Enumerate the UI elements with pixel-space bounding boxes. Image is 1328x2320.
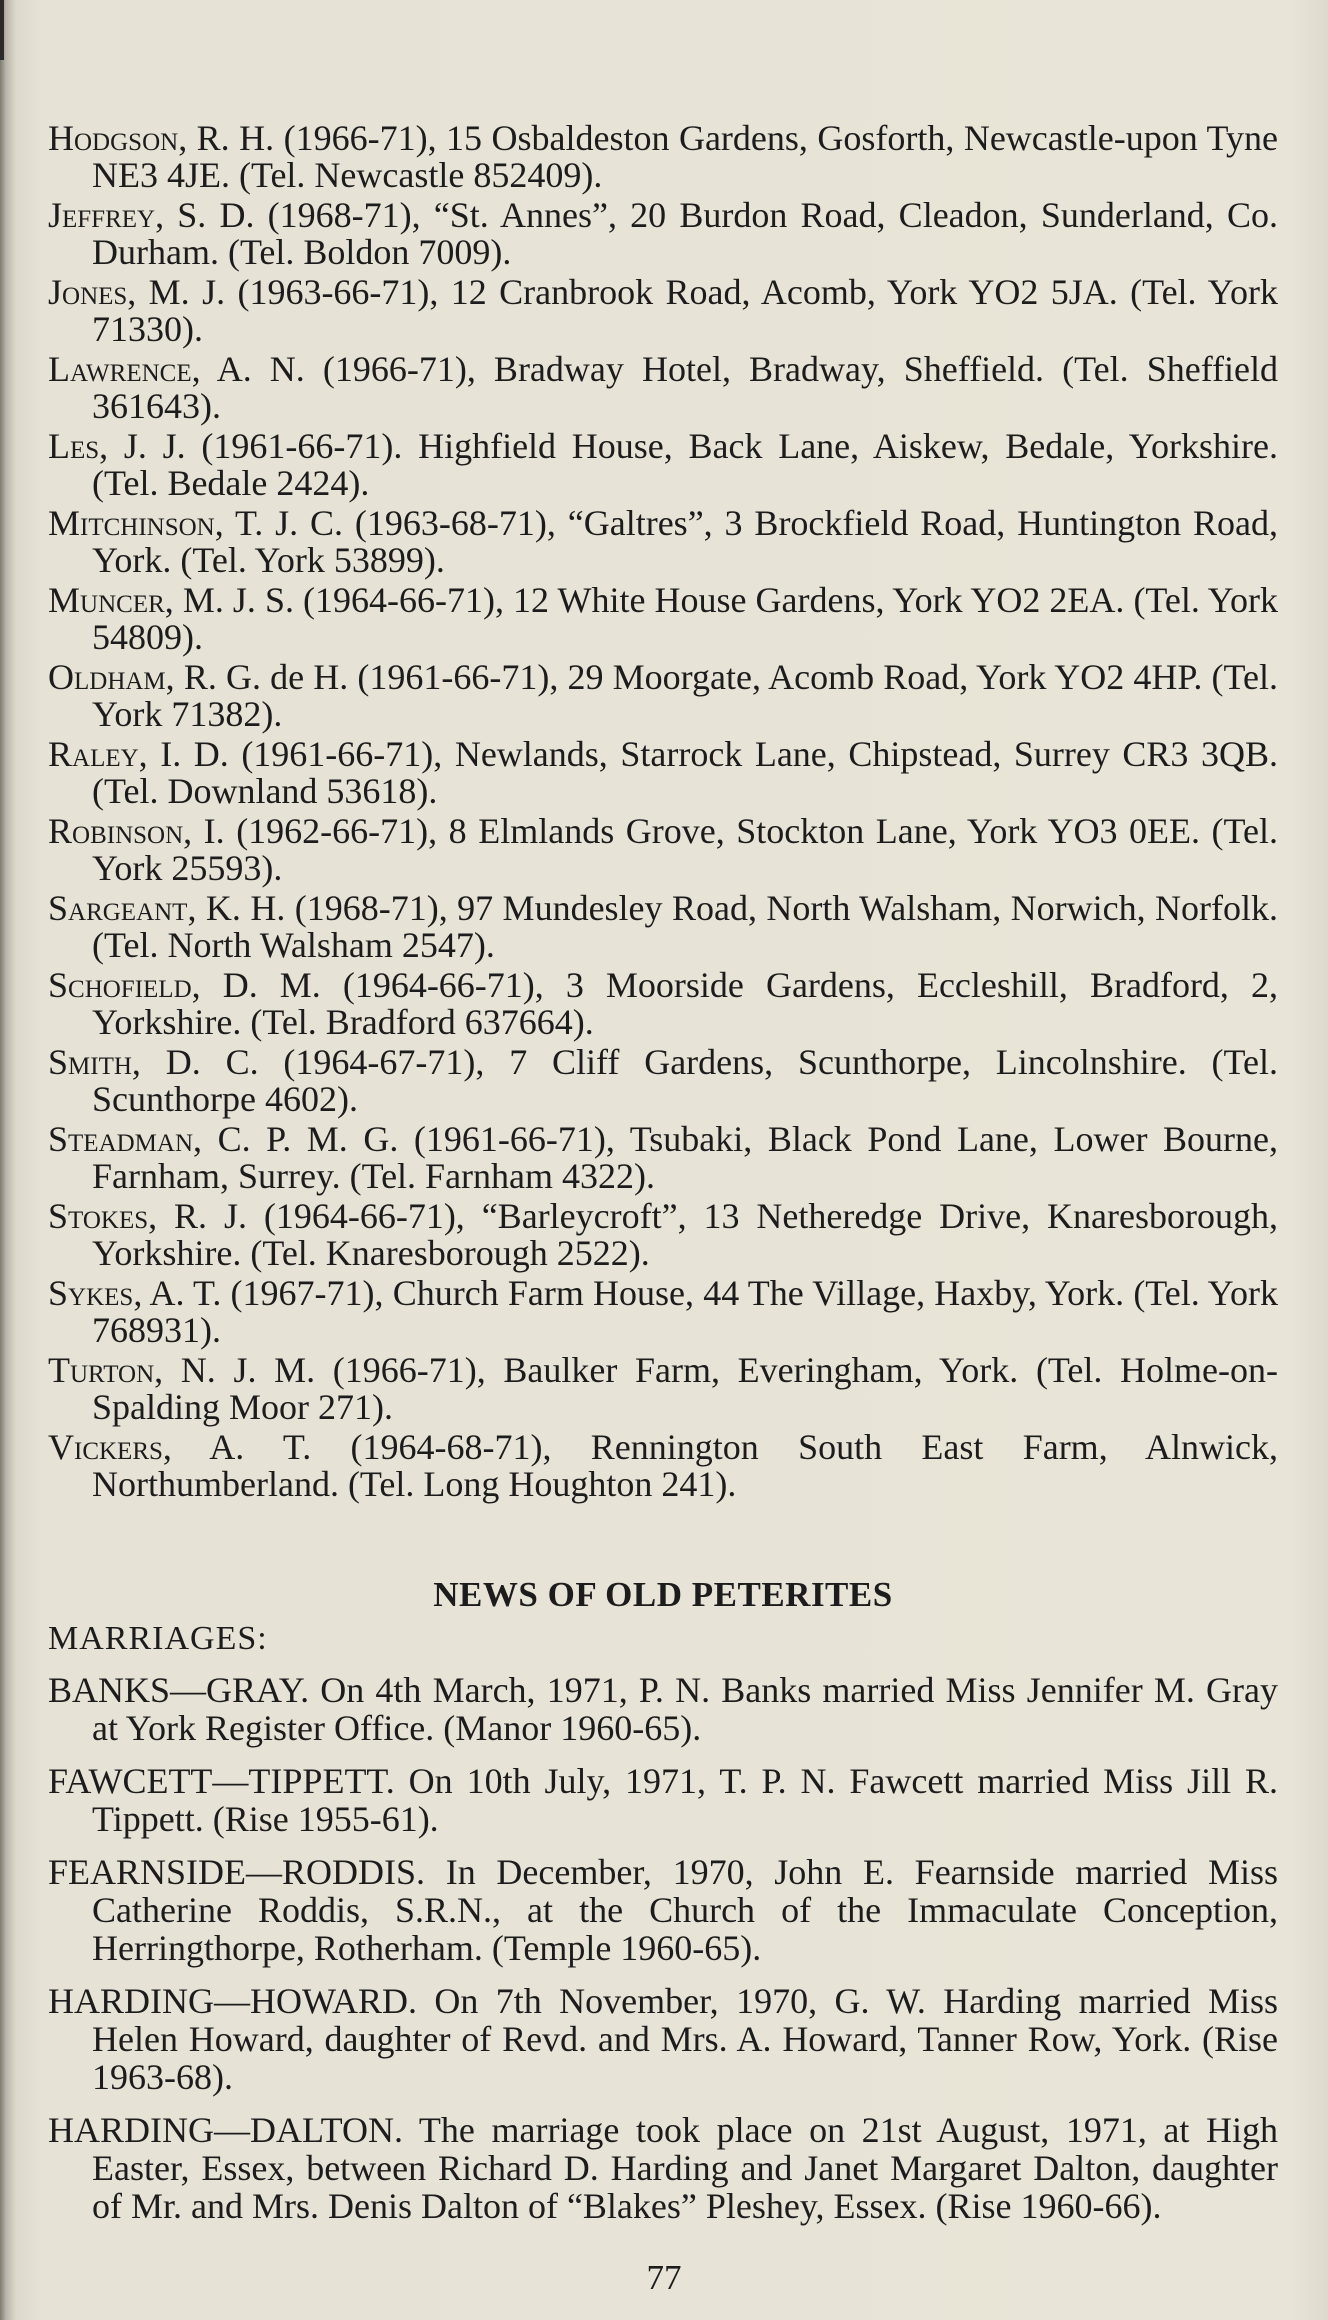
text-column bbox=[48, 120, 1278, 2240]
entry-surname: Schofield bbox=[48, 965, 192, 1005]
marriages-list bbox=[48, 1671, 1278, 2225]
directory-entry bbox=[48, 813, 1278, 887]
directory-entry bbox=[48, 582, 1278, 656]
entry-details: , R. J. (1964-66-71), “Barleycroft”, 13 Netheredge Drive, Knaresborough, Yorkshire. (Tel. Knaresborough 2522). bbox=[92, 1196, 1278, 1273]
entry-surname: Turton bbox=[48, 1350, 155, 1390]
directory-entry bbox=[48, 274, 1278, 348]
directory-entry bbox=[48, 505, 1278, 579]
directory-entry bbox=[48, 1429, 1278, 1503]
directory-entry bbox=[48, 967, 1278, 1041]
directory-entry bbox=[48, 351, 1278, 425]
directory-entry bbox=[48, 1121, 1278, 1195]
entry-details: , I. (1962-66-71), 8 Elmlands Grove, Stockton Lane, York YO3 0EE. (Tel. York 25593). bbox=[92, 811, 1278, 888]
directory-entry bbox=[48, 428, 1278, 502]
entry-details: , R. G. de H. (1961-66-71), 29 Moorgate, Acomb Road, York YO2 4HP. (Tel. York 71382). bbox=[92, 657, 1278, 734]
directory-entry bbox=[48, 736, 1278, 810]
entry-surname: Lawrence bbox=[48, 349, 192, 389]
directory-entry bbox=[48, 1198, 1278, 1272]
entry-surname: Raley bbox=[48, 734, 139, 774]
entry-surname: Hodgson bbox=[48, 118, 179, 158]
entry-surname: Les bbox=[48, 426, 100, 466]
entry-details: , D. C. (1964-67-71), 7 Cliff Gardens, Scunthorpe, Lincolnshire. (Tel. Scunthorpe 4602). bbox=[92, 1042, 1278, 1119]
directory-entry bbox=[48, 120, 1278, 194]
entry-surname: Mitchinson bbox=[48, 503, 215, 543]
entry-surname: Muncer bbox=[48, 580, 165, 620]
entry-details: , M. J. (1963-66-71), 12 Cranbrook Road, Acomb, York YO2 5JA. (Tel. York 71330). bbox=[92, 272, 1278, 349]
marriages-subheading: MARRIAGES: bbox=[48, 1620, 268, 1657]
entry-details: , A. T. (1964-68-71), Rennington South East Farm, Alnwick, Northumberland. (Tel. Long Houghton 241). bbox=[92, 1427, 1278, 1504]
entry-surname: Stokes bbox=[48, 1196, 149, 1236]
entry-details: , R. H. (1966-71), 15 Osbaldeston Gardens, Gosforth, Newcastle-upon Tyne NE3 4JE. (Tel. Newcastle 852409). bbox=[92, 118, 1278, 195]
entry-details: , M. J. S. (1964-66-71), 12 White House Gardens, York YO2 2EA. (Tel. York 54809). bbox=[92, 580, 1278, 657]
entry-surname: Jones bbox=[48, 272, 128, 312]
entry-surname: Sykes bbox=[48, 1273, 134, 1313]
directory-entry bbox=[48, 659, 1278, 733]
entry-surname: Jeffrey bbox=[48, 195, 156, 235]
directory-entry bbox=[48, 197, 1278, 271]
marriage-entry: FEARNSIDE—RODDIS. In December, 1970, John E. Fearnside married Miss Catherine Roddis, S.R.N., at the Church of the Immaculate Conception, Herringthorpe, Rotherham. (Temple 1960-65). bbox=[48, 1852, 1278, 1968]
entry-surname: Vickers bbox=[48, 1427, 163, 1467]
entry-details: , T. J. C. (1963-68-71), “Galtres”, 3 Brockfield Road, Huntington Road, York. (Tel. York 53899). bbox=[92, 503, 1278, 580]
directory-entry bbox=[48, 1044, 1278, 1118]
entry-details: , S. D. (1968-71), “St. Annes”, 20 Burdon Road, Cleadon, Sunderland, Co. Durham. (Tel. Boldon 7009). bbox=[92, 195, 1278, 272]
directory-entry bbox=[48, 1352, 1278, 1426]
address-directory bbox=[48, 120, 1278, 1503]
entry-details: , N. J. M. (1966-71), Baulker Farm, Everingham, York. (Tel. Holme-on-Spalding Moor 271). bbox=[92, 1350, 1278, 1427]
directory-entry bbox=[48, 890, 1278, 964]
entry-details: , A. N. (1966-71), Bradway Hotel, Bradway, Sheffield. (Tel. Sheffield 361643). bbox=[92, 349, 1278, 426]
entry-details: , D. M. (1964-66-71), 3 Moorside Gardens, Eccleshill, Bradford, 2, Yorkshire. (Tel. Bradford 637664). bbox=[92, 965, 1278, 1042]
marriage-entry: BANKS—GRAY. On 4th March, 1971, P. N. Banks married Miss Jennifer M. Gray at York Register Office. (Manor 1960-65). bbox=[48, 1670, 1278, 1748]
entry-details: , I. D. (1961-66-71), Newlands, Starrock Lane, Chipstead, Surrey CR3 3QB. (Tel. Downland 53618). bbox=[92, 734, 1278, 811]
entry-surname: Oldham bbox=[48, 657, 166, 697]
news-heading: NEWS OF OLD PETERITES bbox=[433, 1575, 893, 1614]
directory-entry bbox=[48, 1275, 1278, 1349]
entry-surname: Steadman bbox=[48, 1119, 194, 1159]
binding-edge bbox=[0, 0, 4, 60]
page-number: 77 bbox=[646, 2258, 682, 2297]
entry-details: , C. P. M. G. (1961-66-71), Tsubaki, Black Pond Lane, Lower Bourne, Farnham, Surrey. (Tel. Farnham 4322). bbox=[92, 1119, 1278, 1196]
marriage-entry: FAWCETT—TIPPETT. On 10th July, 1971, T. P. N. Fawcett married Miss Jill R. Tippett. (Rise 1955-61). bbox=[48, 1761, 1278, 1839]
entry-surname: Robinson bbox=[48, 811, 184, 851]
marriage-entry: HARDING—HOWARD. On 7th November, 1970, G. W. Harding married Miss Helen Howard, daughter of Revd. and Mrs. A. Howard, Tanner Row, York. (Rise 1963-68). bbox=[48, 1981, 1278, 2097]
entry-details: , K. H. (1968-71), 97 Mundesley Road, North Walsham, Norwich, Norfolk. (Tel. North Walsham 2547). bbox=[92, 888, 1278, 965]
marriage-entry: HARDING—DALTON. The marriage took place on 21st August, 1971, at High Easter, Essex, between Richard D. Harding and Janet Margaret Dalton, daughter of Mr. and Mrs. Denis Dalton of “Blakes” Pleshey, Essex. (Rise 1960-66). bbox=[48, 2110, 1278, 2226]
entry-surname: Smith bbox=[48, 1042, 132, 1082]
entry-details: , A. T. (1967-71), Church Farm House, 44 The Village, Haxby, York. (Tel. York 768931). bbox=[92, 1273, 1278, 1350]
entry-surname: Sargeant bbox=[48, 888, 188, 928]
entry-details: , J. J. (1961-66-71). Highfield House, Back Lane, Aiskew, Bedale, Yorkshire. (Tel. Bedale 2424). bbox=[92, 426, 1278, 503]
